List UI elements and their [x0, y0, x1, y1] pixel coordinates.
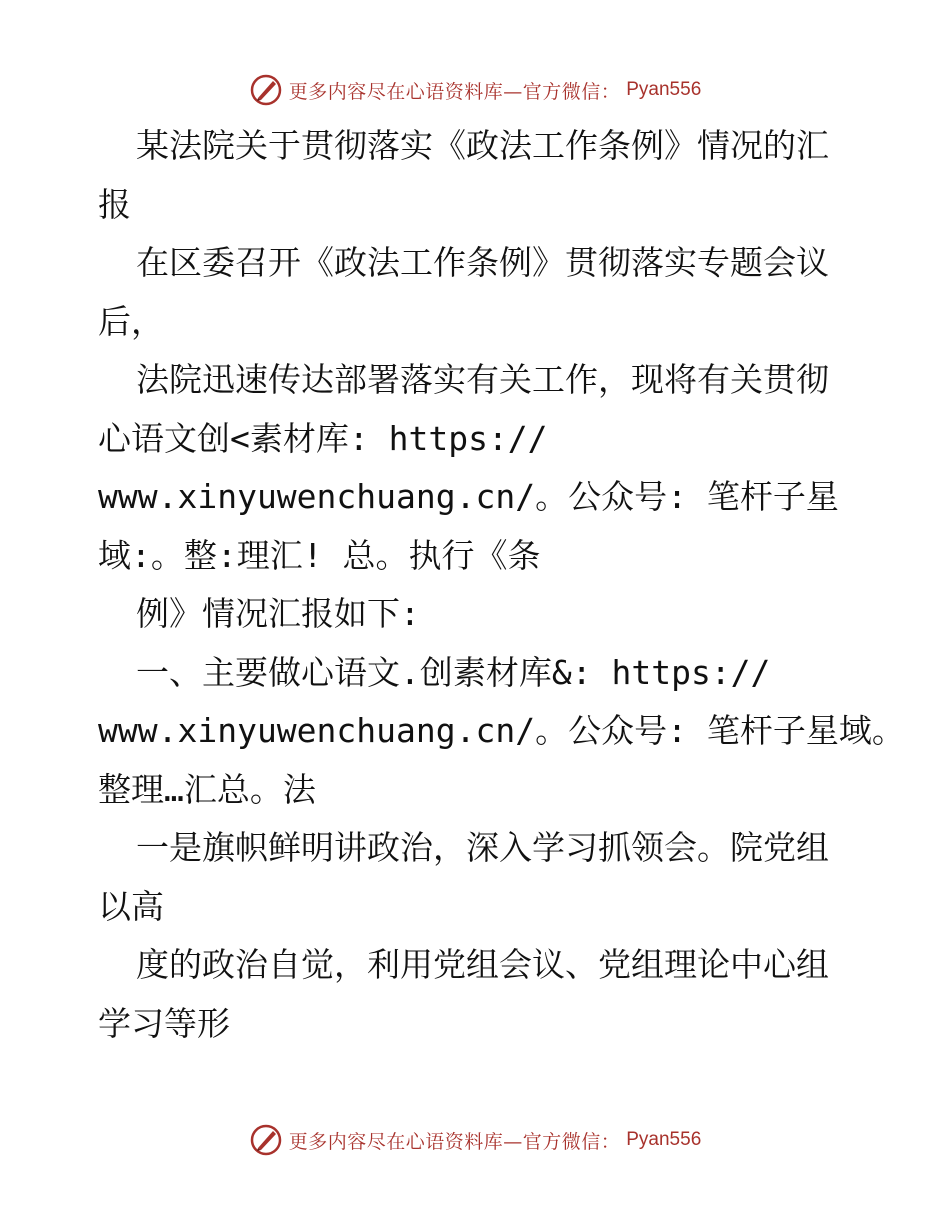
- body-line: 报: [98, 184, 131, 224]
- body-line: 一、主要做心语文.创素材库&: https://: [136, 652, 771, 692]
- body-line: 后，: [98, 301, 164, 341]
- body-line: 法院迅速传达部署落实有关工作，现将有关贯彻: [136, 360, 829, 399]
- banner-text: 更多内容尽在心语资料库—官方微信：: [288, 80, 621, 103]
- body-line: www.xinyuwenchuang.cn/。公众号: 笔杆子星域。: [98, 711, 905, 750]
- banner-wechat-id: Pyan556: [626, 1129, 702, 1150]
- quill-logo-icon: [249, 73, 283, 107]
- footer-banner: [0, 1120, 950, 1160]
- body-line: 度的政治自觉，利用党组会议、党组理论中心组: [136, 945, 829, 984]
- body-line: 某法院关于贯彻落实《政法工作条例》情况的汇: [136, 126, 829, 165]
- banner-text: 更多内容尽在心语资料库—官方微信：: [288, 1130, 621, 1153]
- body-line: www.xinyuwenchuang.cn/。公众号: 笔杆子星: [98, 477, 839, 516]
- body-line: 整理…汇总。法: [98, 769, 316, 809]
- body-line: 心语文创<素材库: https://: [98, 418, 548, 458]
- quill-logo-icon: [249, 1123, 283, 1157]
- document-body: [98, 117, 905, 1053]
- body-line: 一是旗帜鲜明讲政治，深入学习抓领会。院党组: [136, 828, 829, 867]
- header-banner: [0, 70, 950, 110]
- body-line: 例》情况汇报如下:: [136, 594, 420, 633]
- body-line: 在区委召开《政法工作条例》贯彻落实专题会议: [136, 243, 829, 282]
- body-line: 域:。整:理汇! 总。执行《条: [98, 535, 541, 575]
- body-line: 以高: [98, 886, 164, 926]
- banner-wechat-id: Pyan556: [626, 79, 702, 100]
- body-line: 学习等形: [98, 1003, 230, 1043]
